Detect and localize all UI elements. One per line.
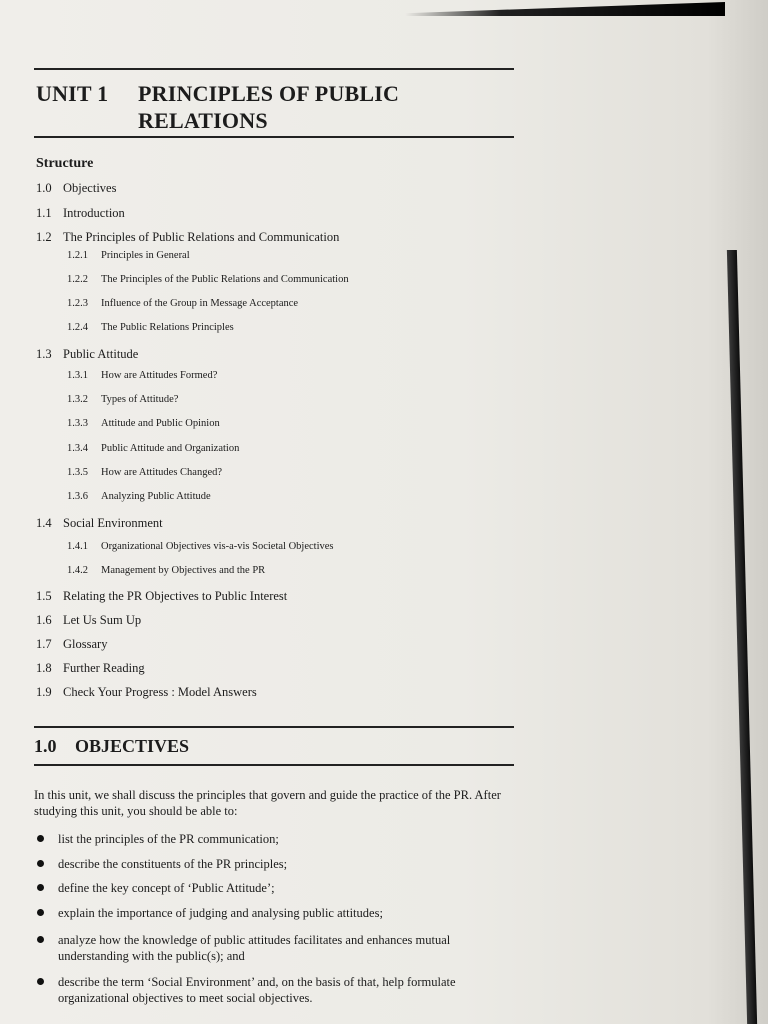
toc-subsection <box>67 322 234 333</box>
objectives-title: OBJECTIVES <box>75 736 190 756</box>
objectives-bottom-rule <box>34 764 514 766</box>
toc-number: 1.4.1 <box>67 541 88 552</box>
toc-number: 1.4.2 <box>67 565 88 576</box>
unit-number: UNIT 1 <box>36 81 109 106</box>
toc-title: Introduction <box>63 206 125 220</box>
toc-title: Organizational Objectives vis-a-vis Societal Objectives <box>101 541 334 552</box>
objective-text: describe the term ‘Social Environment’ and, on the basis of that, help formulate organizational objectives to meet social objectives. <box>58 975 456 1005</box>
toc-section <box>36 613 141 628</box>
toc-subsection <box>67 467 222 478</box>
toc-title: Check Your Progress : Model Answers <box>63 685 257 699</box>
toc-subsection <box>67 443 239 454</box>
objective-text: list the principles of the PR communication; <box>58 832 279 846</box>
toc-number: 1.2.3 <box>67 298 88 309</box>
toc-subsection <box>67 565 265 576</box>
toc-number: 1.2.1 <box>67 250 88 261</box>
bullet-icon <box>37 909 44 916</box>
objective-text: explain the importance of judging and analysing public attitudes; <box>58 906 383 920</box>
toc-section <box>36 516 163 531</box>
objectives-top-rule <box>34 726 514 728</box>
toc-subsection <box>67 298 298 309</box>
objective-text: define the key concept of ‘Public Attitude’; <box>58 881 275 895</box>
toc-title: Influence of the Group in Message Acceptance <box>101 298 299 309</box>
bullet-icon <box>37 884 44 891</box>
toc-title: Further Reading <box>63 661 145 675</box>
toc-number: 1.2 <box>36 230 52 244</box>
structure-heading: Structure <box>36 156 94 171</box>
toc-title: Public Attitude <box>63 347 139 361</box>
toc-title: The Public Relations Principles <box>101 322 234 333</box>
toc-number: 1.3.5 <box>67 467 88 478</box>
objective-text: describe the constituents of the PR principles; <box>58 857 288 871</box>
toc-title: Principles in General <box>101 250 190 261</box>
bullet-icon <box>37 860 44 867</box>
toc-section <box>36 661 145 676</box>
toc-title: Objectives <box>63 181 117 195</box>
objective-item <box>34 856 504 872</box>
toc-number: 1.1 <box>36 206 52 220</box>
objective-item <box>34 974 504 1006</box>
toc-title: Social Environment <box>63 516 163 530</box>
toc-section <box>36 685 257 700</box>
toc-section <box>36 589 287 604</box>
toc-title: Management by Objectives and the PR <box>101 565 266 576</box>
toc-title: Attitude and Public Opinion <box>101 418 220 429</box>
toc-title: Relating the PR Objectives to Public Interest <box>63 589 288 603</box>
unit-title-line2: RELATIONS <box>138 108 268 133</box>
toc-subsection <box>67 418 220 429</box>
bullet-icon <box>37 936 44 943</box>
toc-subsection <box>67 370 217 381</box>
toc-title: Let Us Sum Up <box>63 613 142 627</box>
toc-title: Types of Attitude? <box>101 394 179 405</box>
toc-subsection <box>67 541 334 552</box>
toc-number: 1.6 <box>36 613 52 627</box>
toc-title: The Principles of the Public Relations and Communication <box>101 274 349 285</box>
bullet-icon <box>37 978 44 985</box>
objective-item <box>34 831 504 847</box>
toc-number: 1.3.1 <box>67 370 88 381</box>
toc-number: 1.7 <box>36 637 52 651</box>
toc-section <box>36 206 125 221</box>
toc-number: 1.2.2 <box>67 274 88 285</box>
toc-title: How are Attitudes Formed? <box>101 370 218 381</box>
objective-item <box>34 880 504 896</box>
toc-number: 1.3.2 <box>67 394 88 405</box>
toc-subsection <box>67 491 211 502</box>
toc-number: 1.3 <box>36 347 52 361</box>
toc-subsection <box>67 274 349 285</box>
toc-title: Analyzing Public Attitude <box>101 491 211 502</box>
toc-title: Public Attitude and Organization <box>101 443 240 454</box>
bullet-icon <box>37 835 44 842</box>
toc-number: 1.9 <box>36 685 52 699</box>
toc-number: 1.3.6 <box>67 491 88 502</box>
toc-title: The Principles of Public Relations and Communication <box>63 230 340 244</box>
toc-subsection <box>67 394 178 405</box>
toc-title: Glossary <box>63 637 108 651</box>
toc-number: 1.8 <box>36 661 52 675</box>
toc-number: 1.5 <box>36 589 52 603</box>
objectives-number: 1.0 <box>34 736 57 756</box>
unit-title-line1: PRINCIPLES OF PUBLIC <box>138 81 400 106</box>
toc-number: 1.4 <box>36 516 52 530</box>
toc-section <box>36 230 339 245</box>
toc-number: 1.3.4 <box>67 443 88 454</box>
toc-number: 1.2.4 <box>67 322 88 333</box>
objective-item <box>34 932 504 964</box>
toc-subsection <box>67 250 190 261</box>
objectives-heading <box>34 736 189 757</box>
objective-item <box>34 905 504 921</box>
toc-title: How are Attitudes Changed? <box>101 467 223 478</box>
toc-section <box>36 637 107 652</box>
toc-number: 1.3.3 <box>67 418 88 429</box>
toc-section <box>36 347 138 362</box>
toc-section <box>36 181 116 196</box>
toc-number: 1.0 <box>36 181 52 195</box>
objective-text: analyze how the knowledge of public attitudes facilitates and enhances mutual understanding with the public(s); and <box>58 933 451 963</box>
objectives-intro: In this unit, we shall discuss the principles that govern and guide the practice of the PR. After studying this unit, you should be able to: <box>34 788 501 818</box>
